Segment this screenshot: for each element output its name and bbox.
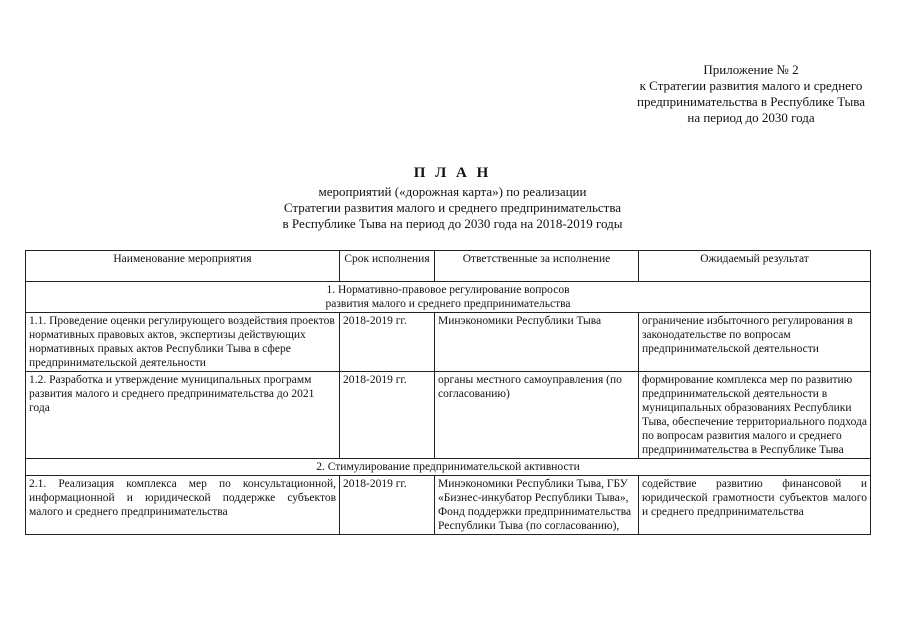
row-3-responsible: Минэкономики Республики Тыва, ГБУ «Бизнес-инкубатор Республики Тыва», Фонд поддержки предпринимательства Республики Тыва (по согласованию), [435, 476, 639, 535]
appendix-line-3: предпринимательства в Республике Тыва [637, 94, 865, 109]
row-3-result: содействие развитию финансовой и юридической грамотности субъектов малого и среднего предпринимательства [639, 476, 871, 535]
header-responsible: Ответственные за исполнение [435, 251, 639, 282]
row-2-result: формирование комплекса мер по развитию предпринимательской деятельности в муниципальных образованиях Республики Тыва, обеспечение территориального подхода по вопросам развития малого и среднего предпринимательства в Республике Тыва [639, 372, 871, 459]
appendix-line-4: на период до 2030 года [687, 110, 815, 125]
row-1-responsible: Минэкономики Республики Тыва [435, 313, 639, 372]
header-result: Ожидаемый результат [639, 251, 871, 282]
header-name: Наименование мероприятия [26, 251, 340, 282]
row-2-name: 1.2. Разработка и утверждение муниципальных программ развития малого и среднего предпринимательства до 2021 года [26, 372, 340, 459]
table-row [26, 372, 871, 459]
subtitle-line-1: мероприятий («дорожная карта») по реализации [318, 184, 587, 199]
table-row [26, 476, 871, 535]
row-1-term: 2018-2019 гг. [340, 313, 435, 372]
row-2-responsible: органы местного самоуправления (по согласованию) [435, 372, 639, 459]
row-2-term: 2018-2019 гг. [340, 372, 435, 459]
appendix-line-1: Приложение № 2 [703, 62, 799, 77]
document-subtitle [0, 184, 905, 232]
section-row-1 [26, 282, 871, 313]
table-header-row [26, 251, 871, 282]
row-1-result: ограничение избыточного регулирования в законодательстве по вопросам предпринимательской деятельности [639, 313, 871, 372]
header-term: Срок исполнения [340, 251, 435, 282]
subtitle-line-3: в Республике Тыва на период до 2030 года на 2018-2019 годы [282, 216, 623, 231]
row-3-name: 2.1. Реализация комплекса мер по консультационной, информационной и юридической поддержке субъектов малого и среднего предпринимательства [26, 476, 340, 535]
appendix-header [637, 62, 865, 126]
appendix-line-2: к Стратегии развития малого и среднего [639, 78, 863, 93]
section-2-title: 2. Стимулирование предпринимательской активности [26, 459, 871, 476]
section-row-2 [26, 459, 871, 476]
page-title: П Л А Н [413, 165, 492, 181]
row-1-name: 1.1. Проведение оценки регулирующего воздействия проектов нормативных правовых актов, экспертизы действующих нормативных правых актов Республики Тыва в сфере предпринимательской деятельности [26, 313, 340, 372]
section-1-title: 1. Нормативно-правовое регулирование вопросов развития малого и среднего предпринимательства [26, 282, 871, 313]
subtitle-line-2: Стратегии развития малого и среднего предпринимательства [283, 200, 622, 215]
roadmap-table [25, 250, 871, 535]
table-row [26, 313, 871, 372]
row-3-term: 2018-2019 гг. [340, 476, 435, 535]
